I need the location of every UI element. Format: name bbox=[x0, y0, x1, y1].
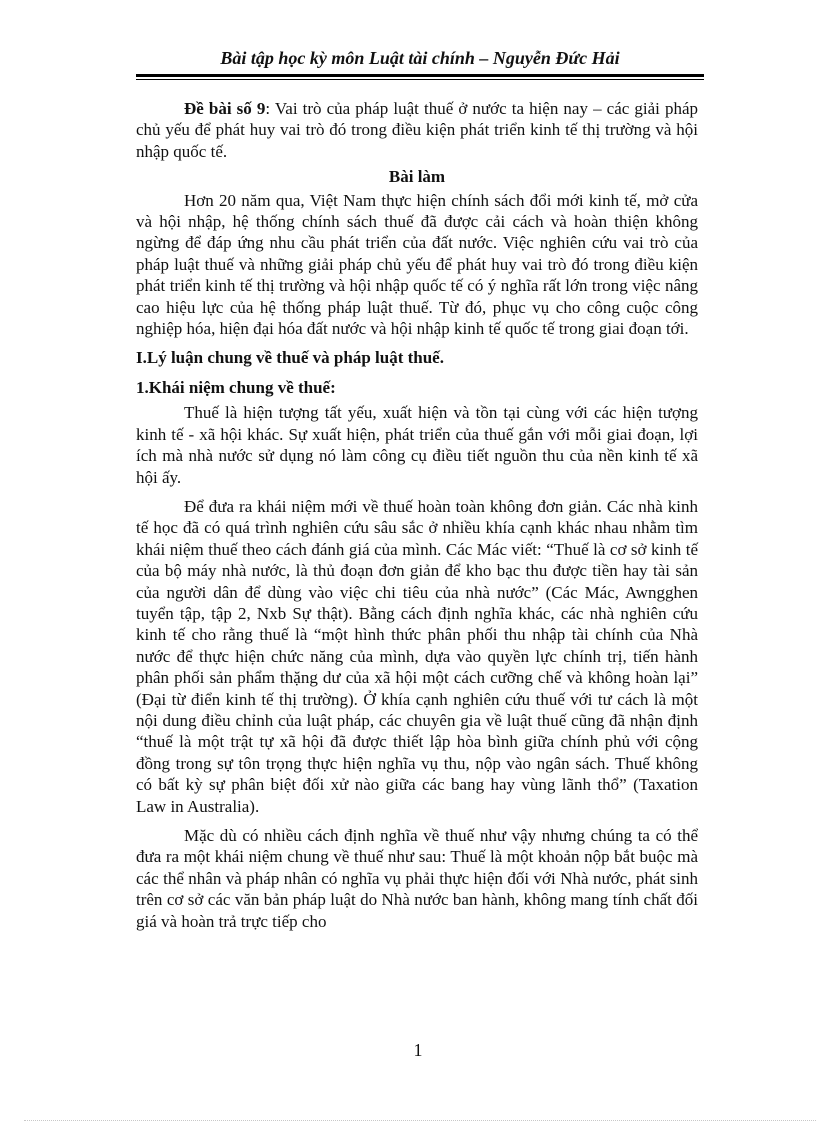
document-body bbox=[136, 98, 698, 932]
body-paragraph-2: Để đưa ra khái niệm mới về thuế hoàn toàn không đơn giản. Các nhà kinh tế học đã có quá trình nghiên cứu sâu sắc ở nhiều khía cạnh khác nhau nhằm tìm khái niệm thuế theo cách đánh giá của mình. Các Mác viết: “Thuế là cơ sở kinh tế của bộ máy nhà nước, là thủ đoạn đơn giản để kho bạc thu được tiền hay tài sản của người dân để dùng vào việc chi tiêu của nhà nước” (Các Mác, Awngghen tuyển tập, tập 2, Nxb Sự thật). Bằng cách định nghĩa khác, các nhà nghiên cứu kinh tế cho rằng thuế là “một hình thức phân phối thu nhập tài chính của Nhà nước để thực hiện chức năng của mình, dựa vào quyền lực chính trị, tiến hành phân phối sản phẩm thặng dư của xã hội một cách cưỡng chế và không hoàn lại” (Đại từ điển kinh tế thị trường). Ở khía cạnh nghiên cứu thuế với tư cách là một nội dung điều chỉnh của luật pháp, các chuyên gia về luật thuế cũng đã nhận định “thuế là một trật tự xã hội đã được thiết lập hòa bình giữa chính phủ với cộng đồng trong sự tôn trọng thực hiện nghĩa vụ thu, nộp vào ngân sách. Thuế không có bất kỳ sự phân biệt đối xử nào giữa các bang hay vùng lãnh thổ” (Taxation Law in Australia). bbox=[136, 496, 698, 816]
header-rule-thick bbox=[136, 74, 704, 77]
section-heading: I.Lý luận chung về thuế và pháp luật thuế. bbox=[136, 348, 444, 368]
header-rule-thin bbox=[136, 79, 704, 80]
assignment-paragraph bbox=[136, 98, 698, 162]
assignment-label: Đề bài số 9 bbox=[184, 99, 266, 118]
intro-paragraph: Hơn 20 năm qua, Việt Nam thực hiện chính sách đổi mới kinh tế, mở cửa và hội nhập, hệ thống chính sách thuế đã được cải cách và hoàn thiện không ngừng để đáp ứng nhu cầu phát triển của đất nước. Việc nghiên cứu vai trò của pháp luật thuế và những giải pháp chủ yếu để phát huy vai trò đó trong điều kiện phát triển kinh tế thị trường và hội nhập quốc tế có ý nghĩa rất lớn trong việc nâng cao hiệu lực của hệ thống pháp luật thuế. Từ đó, phục vụ cho công cuộc công nghiệp hóa, hiện đại hóa đất nước và hội nhập kinh tế quốc tế trong giai đoạn tới. bbox=[136, 190, 698, 339]
body-paragraph-3: Mặc dù có nhiều cách định nghĩa về thuế như vậy nhưng chúng ta có thể đưa ra một khái niệm chung về thuế như sau: Thuế là một khoản nộp bắt buộc mà các thể nhân và pháp nhân có nghĩa vụ phải thực hiện đối với Nhà nước, phát sinh trên cơ sở các văn bản pháp luật do Nhà nước ban hành, không mang tính chất đối giá và hoàn trả trực tiếp cho bbox=[136, 826, 698, 931]
page-bottom-dotted-line bbox=[24, 1120, 816, 1121]
answer-title: Bài làm bbox=[388, 167, 446, 187]
page-number: 1 bbox=[413, 1040, 423, 1060]
assignment-text: : Vai trò của pháp luật thuế ở nước ta hiện nay – các giải pháp chủ yếu để phát huy vai trò đó trong điều kiện phát triển kinh tế thị trường và hội nhập quốc tế. bbox=[136, 99, 698, 161]
page-header-title: Bài tập học kỳ môn Luật tài chính – Nguyễn Đức Hải bbox=[220, 48, 620, 68]
body-paragraph-1: Thuế là hiện tượng tất yếu, xuất hiện và tồn tại cùng với các hiện tượng kinh tế - xã hội khác. Sự xuất hiện, phát triển của thuế gắn với mỗi giai đoạn, lợi ích mà nhà nước sử dụng nó làm công cụ điều tiết nguồn thu của nền kinh tế xã hội ấy. bbox=[136, 403, 698, 487]
subsection-heading: 1.Khái niệm chung về thuế: bbox=[136, 377, 336, 397]
